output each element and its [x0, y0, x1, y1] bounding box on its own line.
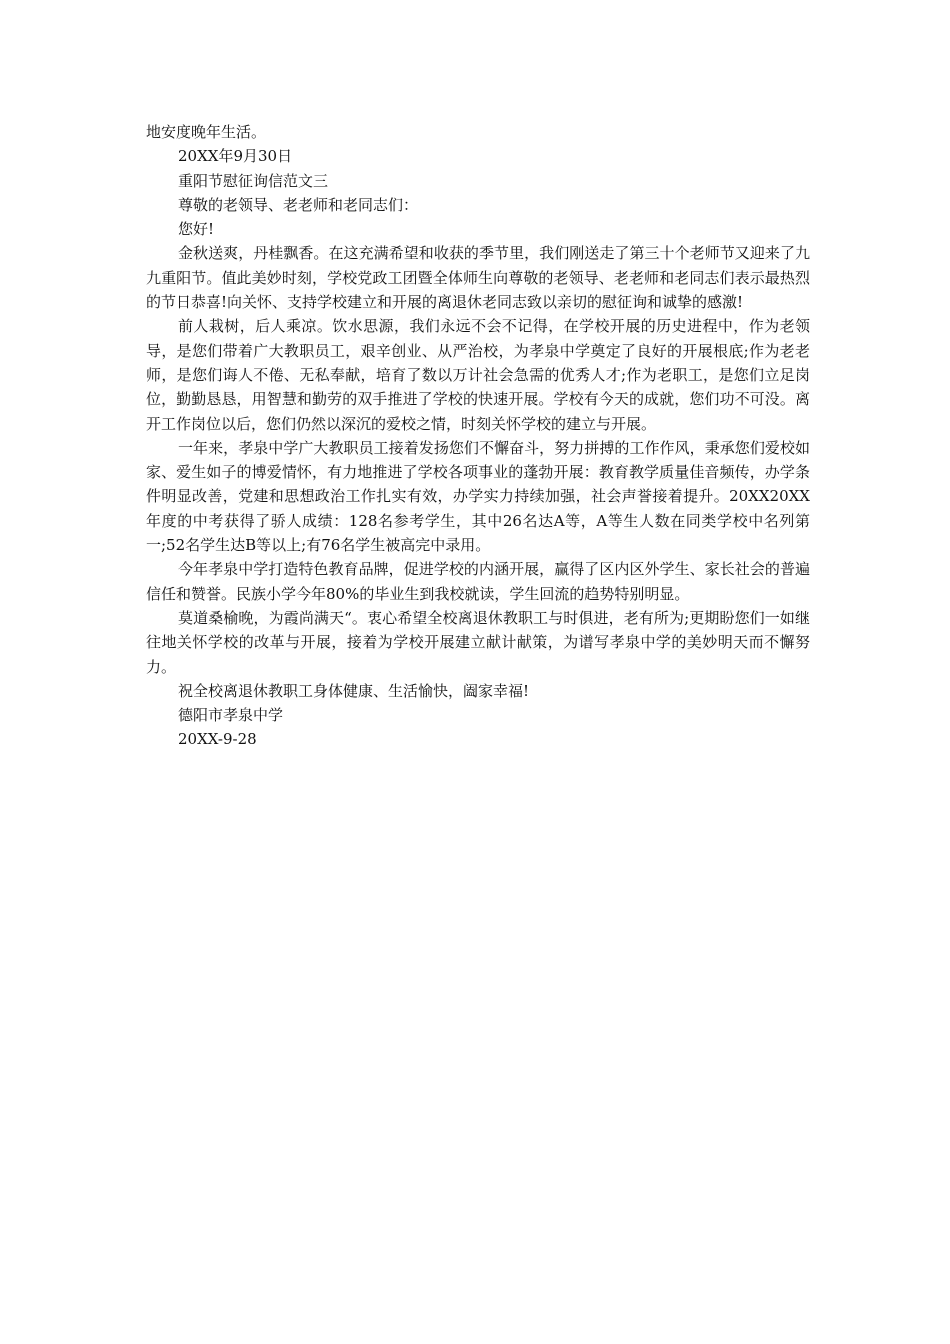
paragraph-body-5: 莫道桑榆晚，为霞尚满天“。衷心希望全校离退休教职工与时俱进，老有所为;更期盼您们一如继往地关怀学校的改革与开展，接着为学校开展建立献计献策，为谱写孝泉中学的美妙明天而不懈努力。 — [146, 608, 810, 676]
paragraph-salutation: 尊敬的老领导、老老师和老同志们： — [178, 195, 419, 214]
paragraph-body-1: 金秋送爽，丹桂飘香。在这充满希望和收获的季节里，我们刚送走了第三十个老师节又迎来了九九重阳节。值此美妙时刻，学校党政工团暨全体师生向尊敬的老领导、老老师和老同志们表示最热烈的节日恭喜!向关怀、支持学校建立和开展的离退休老同志致以亲切的慰征询和诚挚的感激! — [146, 244, 810, 312]
paragraph-date-2: 20XX-9-28 — [178, 730, 257, 749]
paragraph-date-1: 20XX年9月30日 — [178, 147, 293, 166]
paragraph-section-title: 重阳节慰征询信范文三 — [178, 171, 329, 190]
paragraph-body-3: 一年来，孝泉中学广大教职员工接着发扬您们不懈奋斗，努力拼搏的工作作风，秉承您们爱校如家、爱生如子的博爱情怀，有力地推进了学校各项事业的蓬勃开展：教育教学质量佳音频传，办学条件明显改善，党建和思想政治工作扎实有效，办学实力持续加强，社会声誉接着提升。20XX20XX年度的中考获得了骄人成绩：128名参考学生，其中26名达A等，A等生人数在同类学校中名列第一;52名学生达B等以上;有76名学生被高完中录用。 — [146, 438, 810, 555]
document-body — [146, 120, 810, 752]
paragraph-signature: 德阳市孝泉中学 — [178, 706, 284, 725]
paragraph-body-2: 前人栽树，后人乘凉。饮水思源，我们永远不会不记得，在学校开展的历史进程中，作为老领导，是您们带着广大教职员工，艰辛创业、从严治校，为孝泉中学奠定了良好的开展根底;作为老老师，是您们诲人不倦、无私奉献，培育了数以万计社会急需的优秀人才;作为老职工，是您们立足岗位，勤勤恳恳，用智慧和勤劳的双手推进了学校的快速开展。学校有今天的成就，您们功不可没。离开工作岗位以后，您们仍然以深沉的爱校之情，时刻关怀学校的建立与开展。 — [146, 317, 810, 433]
paragraph-body-4: 今年孝泉中学打造特色教育品牌，促进学校的内涵开展，赢得了区内区外学生、家长社会的普遍信任和赞誉。民族小学今年80%的毕业生到我校就读，学生回流的趋势特别明显。 — [146, 560, 810, 603]
paragraph-wishes: 祝全校离退休教职工身体健康、生活愉快，阖家幸福! — [178, 681, 530, 700]
paragraph-greeting: 您好! — [178, 220, 215, 239]
paragraph-closing-fragment: 地安度晚年生活。 — [146, 123, 267, 141]
